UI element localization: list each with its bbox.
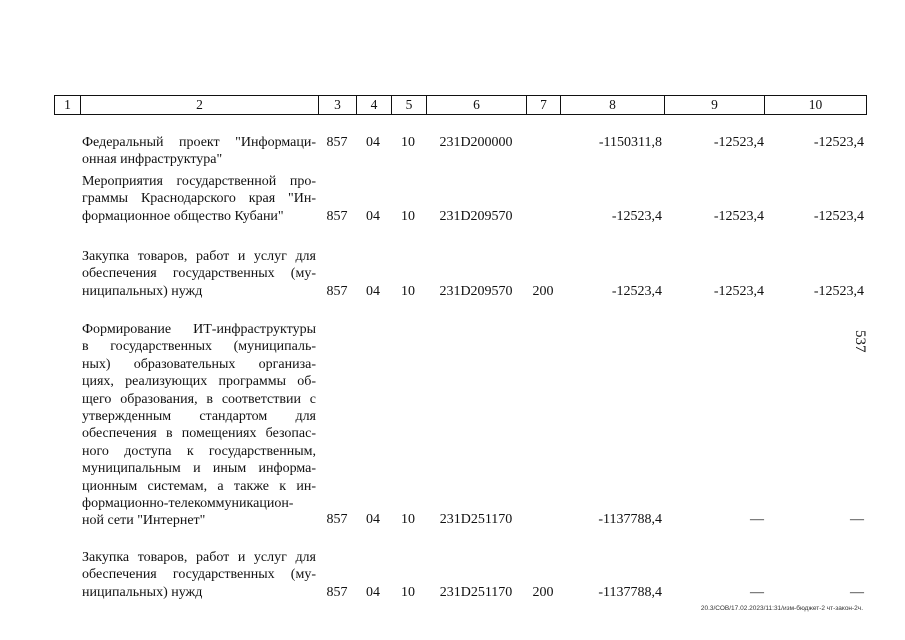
cell-amount-3: — — [850, 512, 864, 527]
cell-ved: 857 — [326, 512, 348, 527]
cell-amount-1: -1137788,4 — [598, 512, 662, 527]
cell-amount-1: -12523,4 — [611, 209, 662, 224]
row-name-line: ниципальных) нужд — [82, 584, 203, 600]
row-name-line: онная инфраструктура" — [82, 152, 223, 168]
cell-amount-2: -12523,4 — [713, 135, 764, 150]
row-name-line: циях, реализующих программы об- — [82, 374, 316, 390]
cell-vr: 200 — [532, 585, 554, 600]
row-name-line: Мероприятия государственной про- — [82, 174, 316, 189]
cell-amount-2: -12523,4 — [713, 284, 764, 299]
row-name-line: Закупка товаров, работ и услуг для — [82, 550, 316, 565]
cell-pr: 10 — [401, 209, 415, 224]
header-col-4: 4 — [357, 96, 392, 115]
header-col-9: 9 — [665, 96, 765, 115]
cell-vr: 200 — [532, 284, 554, 299]
cell-amount-1: -1150311,8 — [598, 135, 662, 150]
row-name — [82, 248, 316, 300]
header-col-7: 7 — [527, 96, 561, 115]
row-name-line: обеспечения государственных (му- — [82, 567, 316, 583]
header-col-1: 1 — [55, 96, 81, 115]
cell-amount-2: -12523,4 — [713, 209, 764, 224]
row-name-line: Формирование ИТ-инфраструктуры — [82, 322, 316, 337]
document-footer: 20.3/СОВ/17.02.2023/11:31/изм-бюджет-2 чт-закон-2ч. — [700, 605, 863, 612]
cell-rz: 04 — [366, 209, 380, 224]
cell-amount-2: — — [750, 512, 764, 527]
row-name-line: обеспечения государственных (му- — [82, 266, 316, 282]
row-name — [82, 173, 316, 225]
cell-ved: 857 — [326, 585, 348, 600]
cell-amount-3: -12523,4 — [813, 284, 864, 299]
cell-amount-2: — — [750, 585, 764, 600]
cell-amount-3: -12523,4 — [813, 135, 864, 150]
row-name-line: граммы Краснодарского края "Ин- — [82, 191, 316, 207]
row-name-line: щего образования, в соответствии с — [82, 391, 316, 407]
row-name-line: Закупка товаров, работ и услуг для — [82, 249, 316, 264]
row-name — [82, 321, 316, 530]
header-col-5: 5 — [392, 96, 427, 115]
row-name-line: Федеральный проект "Информаци- — [82, 135, 316, 150]
cell-amount-1: -1137788,4 — [598, 585, 662, 600]
column-header-row — [54, 95, 867, 115]
row-name-line: ного доступа к государственным, — [82, 443, 316, 459]
cell-pr: 10 — [401, 512, 415, 527]
row-name-line: формационно-телекоммуникацион- — [82, 496, 294, 512]
row-name-line: формационное общество Кубани" — [82, 208, 284, 224]
cell-pr: 10 — [401, 135, 415, 150]
cell-pr: 10 — [401, 284, 415, 299]
cell-amount-3: — — [850, 585, 864, 600]
cell-rz: 04 — [366, 284, 380, 299]
cell-csr: 231D209570 — [439, 209, 513, 224]
cell-pr: 10 — [401, 585, 415, 600]
header-col-8: 8 — [561, 96, 665, 115]
row-name-line: в государственных (муниципаль- — [82, 339, 316, 355]
cell-csr: 231D200000 — [439, 135, 513, 150]
row-name-line: ниципальных) нужд — [82, 283, 203, 299]
page-number: 537 — [852, 330, 868, 353]
header-col-6: 6 — [427, 96, 527, 115]
cell-rz: 04 — [366, 512, 380, 527]
cell-ved: 857 — [326, 209, 348, 224]
row-name — [82, 549, 316, 601]
header-col-2: 2 — [81, 96, 319, 115]
header-col-3: 3 — [319, 96, 357, 115]
cell-csr: 231D209570 — [439, 284, 513, 299]
row-name-line: обеспечения в помещениях безопас- — [82, 426, 316, 442]
row-name-line: ной сети "Интернет" — [82, 513, 206, 529]
cell-csr: 231D251170 — [439, 512, 513, 527]
row-name-line: ционным системам, а также к ин- — [82, 478, 316, 494]
cell-ved: 857 — [326, 135, 348, 150]
row-name-line: утвержденным стандартом для — [82, 409, 316, 425]
cell-amount-1: -12523,4 — [611, 284, 662, 299]
cell-rz: 04 — [366, 135, 380, 150]
row-name — [82, 134, 316, 169]
row-name-line: муниципальным и иным информа- — [82, 461, 316, 477]
cell-amount-3: -12523,4 — [813, 209, 864, 224]
row-name-line: ных) образовательных организа- — [82, 356, 316, 372]
cell-csr: 231D251170 — [439, 585, 513, 600]
cell-ved: 857 — [326, 284, 348, 299]
cell-rz: 04 — [366, 585, 380, 600]
header-col-10: 10 — [765, 96, 867, 115]
